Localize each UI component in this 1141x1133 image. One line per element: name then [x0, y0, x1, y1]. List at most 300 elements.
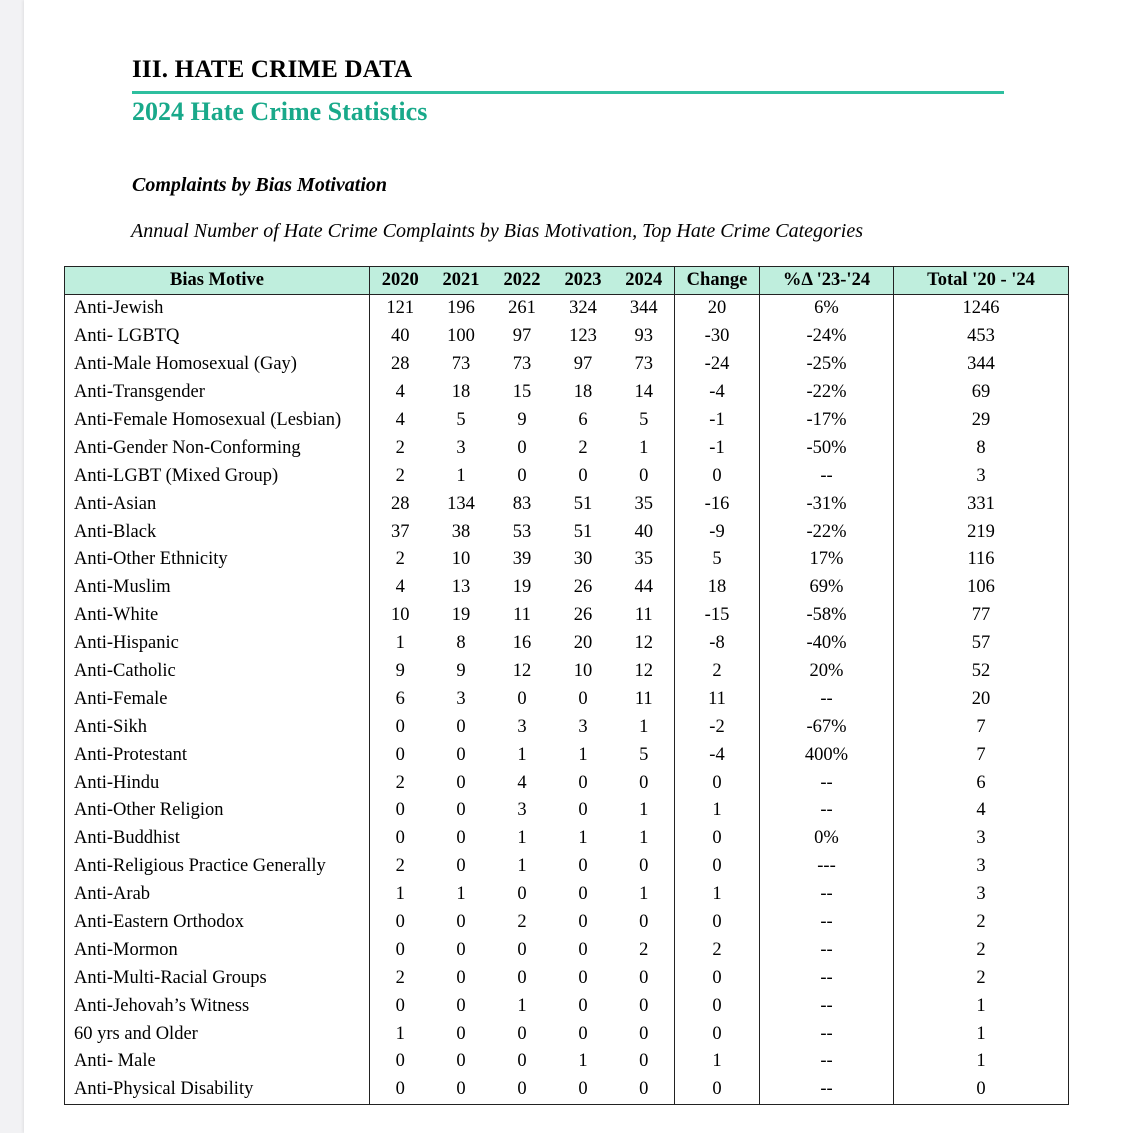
total-cell: 1	[894, 1048, 1069, 1076]
value-2022-cell: 15	[512, 382, 532, 403]
pct-change-cell: -40%	[760, 630, 894, 658]
value-2020-cell: 2	[395, 465, 405, 486]
col-header-2023: 2023	[553, 267, 614, 295]
value-2023-cell: 1	[578, 1051, 588, 1072]
total-cell: 1246	[894, 295, 1069, 323]
value-2023-cell: 0	[578, 884, 588, 905]
value-2021-cell: 0	[431, 1076, 492, 1104]
change-cell: -4	[675, 741, 760, 769]
total-cell: 8	[894, 434, 1069, 462]
value-2021-cell: 0	[456, 1023, 466, 1044]
value-2023-cell: 51	[573, 493, 593, 514]
bias-motive-cell: Anti-Mormon	[65, 936, 370, 964]
bias-motive-cell: Anti-Jewish	[65, 295, 370, 323]
pct-change-cell: --	[760, 1020, 894, 1048]
value-2023-cell: 2	[578, 437, 588, 458]
pct-change-cell: --	[760, 1076, 894, 1104]
value-2020-cell: 1	[395, 633, 405, 654]
value-2021-cell: 0	[456, 967, 466, 988]
total-cell: 52	[894, 658, 1069, 686]
table-header-row	[65, 267, 1069, 295]
bias-motive-cell: Anti-Religious Practice Generally	[65, 853, 370, 881]
total-cell: 453	[894, 323, 1069, 351]
value-2020-cell: 4	[395, 382, 405, 403]
table-row	[65, 909, 1069, 937]
bias-motive-cell: Anti-Muslim	[65, 574, 370, 602]
value-2022-cell: 3	[517, 716, 527, 737]
value-2024-cell: 1	[639, 828, 649, 849]
change-cell: 0	[675, 853, 760, 881]
pct-change-cell: --	[760, 964, 894, 992]
pct-change-cell: -22%	[760, 379, 894, 407]
col-header-pct-change: %Δ '23-'24	[760, 267, 894, 295]
value-2024-cell: 44	[634, 577, 653, 598]
value-2023-cell: 0	[578, 995, 588, 1016]
total-cell: 106	[894, 574, 1069, 602]
value-2023-cell: 26	[573, 605, 593, 626]
bias-motive-cell: Anti-Buddhist	[65, 825, 370, 853]
pct-change-cell: 6%	[760, 295, 894, 323]
value-2020-cell: 0	[370, 1076, 431, 1104]
table-row	[65, 741, 1069, 769]
table-row	[65, 825, 1069, 853]
value-2021-cell: 0	[456, 1051, 466, 1072]
change-cell: 0	[675, 964, 760, 992]
pct-change-cell: 69%	[760, 574, 894, 602]
change-cell: -16	[675, 490, 760, 518]
pct-change-cell: -58%	[760, 602, 894, 630]
value-2020-cell: 6	[395, 688, 405, 709]
value-2024-cell: 5	[639, 744, 649, 765]
value-2024-cell: 35	[634, 549, 653, 570]
bias-motive-cell: Anti-Male Homosexual (Gay)	[65, 351, 370, 379]
value-2021-cell: 8	[456, 633, 466, 654]
table-caption: Annual Number of Hate Crime Complaints by Bias Motivation, Top Hate Crime Categories	[131, 220, 864, 242]
table-row	[65, 434, 1069, 462]
value-2020-cell: 10	[391, 605, 410, 626]
value-2020-cell: 37	[391, 521, 410, 542]
table-row	[65, 881, 1069, 909]
value-2020-cell: 28	[391, 354, 410, 375]
value-2022-cell: 53	[512, 521, 532, 542]
value-2024-cell: 1	[639, 884, 649, 905]
value-2024-cell: 0	[639, 772, 649, 793]
value-2021-cell: 0	[456, 744, 466, 765]
change-cell: -2	[675, 713, 760, 741]
value-2021-cell: 0	[456, 800, 466, 821]
pct-change-cell: -24%	[760, 323, 894, 351]
value-2024-cell: 0	[639, 1051, 649, 1072]
total-cell: 1	[894, 992, 1069, 1020]
bias-motive-cell: Anti-Catholic	[65, 658, 370, 686]
table-row	[65, 407, 1069, 435]
value-2023-cell: 6	[578, 410, 588, 430]
total-cell: 29	[894, 407, 1069, 435]
value-2021-cell: 0	[456, 995, 466, 1016]
value-2020-cell: 0	[395, 939, 405, 960]
value-2022-cell: 2	[517, 912, 527, 933]
col-header-bias-motive: Bias Motive	[65, 267, 370, 295]
value-2024-cell: 0	[614, 1076, 675, 1104]
total-cell: 57	[894, 630, 1069, 658]
pct-change-cell: ---	[760, 853, 894, 881]
value-2021-cell: 10	[451, 549, 471, 570]
bias-motive-cell: Anti- Male	[65, 1048, 370, 1076]
value-2022-cell: 11	[513, 605, 531, 626]
bias-motive-cell: Anti-Hindu	[65, 769, 370, 797]
value-2022-cell: 19	[512, 577, 532, 598]
value-2021-cell: 196	[447, 298, 475, 319]
change-cell: -8	[675, 630, 760, 658]
value-2020-cell: 2	[395, 967, 405, 988]
pct-change-cell: 20%	[760, 658, 894, 686]
value-2022-cell: 0	[517, 967, 527, 988]
value-2023-cell: 0	[578, 856, 588, 877]
value-2023-cell: 0	[578, 772, 588, 793]
total-cell: 3	[894, 462, 1069, 490]
value-2021-cell: 134	[447, 493, 475, 514]
value-2024-cell: 344	[629, 298, 658, 319]
value-2023-cell: 30	[573, 549, 593, 570]
value-2020-cell: 2	[395, 856, 405, 877]
value-2023-cell: 0	[578, 967, 588, 988]
section-title: III. HATE CRIME DATA	[132, 56, 413, 83]
total-cell: 3	[894, 853, 1069, 881]
value-2024-cell: 2	[639, 939, 649, 960]
value-2020-cell: 4	[395, 577, 405, 598]
change-cell: 0	[675, 992, 760, 1020]
total-cell: 69	[894, 379, 1069, 407]
value-2022-cell: 83	[512, 493, 532, 514]
bias-motive-cell: Anti-Eastern Orthodox	[65, 909, 370, 937]
total-cell: 344	[894, 351, 1069, 379]
total-cell: 2	[894, 909, 1069, 937]
total-cell: 116	[894, 546, 1069, 574]
value-2020-cell: 28	[391, 493, 410, 514]
bias-motive-cell: Anti-Multi-Racial Groups	[65, 964, 370, 992]
value-2021-cell: 3	[456, 688, 466, 709]
value-2023-cell: 26	[573, 577, 593, 598]
table-row	[65, 713, 1069, 741]
bias-motive-cell: Anti-Asian	[65, 490, 370, 518]
table-row	[65, 853, 1069, 881]
value-2020-cell: 9	[395, 661, 405, 682]
value-2021-cell: 0	[456, 912, 466, 933]
value-2023-cell: 0	[553, 1076, 614, 1104]
value-2023-cell: 51	[573, 521, 593, 542]
change-cell: 0	[675, 1076, 760, 1104]
value-2024-cell: 11	[634, 688, 653, 709]
table-row	[65, 490, 1069, 518]
change-cell: 5	[675, 546, 760, 574]
value-2022-cell: 0	[517, 884, 527, 905]
pct-change-cell: -50%	[760, 434, 894, 462]
table-row	[65, 658, 1069, 686]
bias-motive-cell: Anti-Physical Disability	[65, 1076, 370, 1104]
change-cell: -4	[675, 379, 760, 407]
bias-motive-cell: Anti-Female Homosexual (Lesbian)	[65, 407, 370, 435]
table-row	[65, 992, 1069, 1020]
value-2023-cell: 18	[573, 382, 593, 403]
value-2024-cell: 5	[639, 410, 649, 430]
value-2024-cell: 1	[639, 437, 649, 458]
hate-crime-table	[64, 266, 1069, 1105]
table-row	[65, 1020, 1069, 1048]
bias-motive-cell: Anti-Jehovah’s Witness	[65, 992, 370, 1020]
total-cell: 3	[894, 825, 1069, 853]
pct-change-cell: --	[760, 992, 894, 1020]
pct-change-cell: --	[760, 936, 894, 964]
value-2020-cell: 0	[395, 744, 405, 765]
bias-motive-cell: Anti-Other Ethnicity	[65, 546, 370, 574]
value-2024-cell: 1	[639, 800, 649, 821]
value-2021-cell: 38	[451, 521, 471, 542]
pct-change-cell: --	[760, 462, 894, 490]
change-cell: -1	[675, 434, 760, 462]
value-2021-cell: 0	[456, 772, 466, 793]
value-2022-cell: 1	[517, 995, 527, 1016]
value-2024-cell: 0	[639, 856, 649, 877]
table-row	[65, 295, 1069, 323]
total-cell: 20	[894, 685, 1069, 713]
change-cell: 2	[675, 658, 760, 686]
value-2024-cell: 12	[634, 633, 653, 654]
value-2020-cell: 0	[395, 995, 405, 1016]
total-cell: 2	[894, 964, 1069, 992]
value-2022-cell: 0	[517, 465, 527, 486]
page-subtitle: 2024 Hate Crime Statistics	[132, 97, 428, 126]
value-2021-cell: 0	[456, 828, 466, 849]
value-2020-cell: 1	[395, 1023, 405, 1044]
value-2020-cell: 2	[395, 437, 405, 458]
table-body	[65, 295, 1069, 1105]
value-2024-cell: 0	[639, 967, 649, 988]
value-2020-cell: 121	[386, 298, 415, 319]
value-2023-cell: 0	[578, 912, 588, 933]
value-2022-cell: 261	[508, 298, 536, 319]
change-cell: 11	[675, 685, 760, 713]
value-2022-cell: 0	[517, 939, 527, 960]
value-2022-cell: 0	[492, 1076, 553, 1104]
value-2023-cell: 123	[569, 326, 597, 347]
change-cell: -9	[675, 518, 760, 546]
title-rule	[132, 91, 1004, 94]
value-2020-cell: 0	[395, 828, 405, 849]
value-2024-cell: 40	[634, 521, 653, 542]
value-2021-cell: 9	[456, 661, 466, 682]
value-2023-cell: 1	[578, 828, 588, 849]
bias-motive-cell: Anti-Transgender	[65, 379, 370, 407]
bias-motive-cell: Anti-Arab	[65, 881, 370, 909]
value-2020-cell: 40	[391, 326, 410, 347]
pct-change-cell: --	[760, 909, 894, 937]
table-row	[65, 323, 1069, 351]
value-2021-cell: 5	[456, 410, 466, 430]
table-subheading: Complaints by Bias Motivation	[132, 174, 388, 196]
col-header-2021: 2021	[431, 267, 492, 295]
value-2023-cell: 97	[573, 354, 593, 375]
change-cell: 0	[675, 769, 760, 797]
change-cell: 20	[675, 295, 760, 323]
pct-change-cell: -22%	[760, 518, 894, 546]
value-2024-cell: 12	[634, 661, 653, 682]
value-2024-cell: 11	[634, 605, 653, 626]
table-row	[65, 936, 1069, 964]
value-2024-cell: 73	[634, 354, 653, 375]
col-header-total: Total '20 - '24	[894, 267, 1069, 295]
value-2021-cell: 0	[456, 716, 466, 737]
value-2024-cell: 35	[634, 493, 653, 514]
pct-change-cell: --	[760, 797, 894, 825]
table-row	[65, 574, 1069, 602]
bias-motive-cell: Anti- LGBTQ	[65, 323, 370, 351]
table-row	[65, 379, 1069, 407]
value-2022-cell: 0	[517, 437, 527, 458]
bias-motive-cell: Anti-Other Religion	[65, 797, 370, 825]
value-2024-cell: 0	[639, 1023, 649, 1044]
value-2022-cell: 0	[517, 1023, 527, 1044]
value-2022-cell: 1	[517, 828, 527, 849]
total-cell: 219	[894, 518, 1069, 546]
total-cell: 2	[894, 936, 1069, 964]
value-2020-cell: 0	[395, 800, 405, 821]
total-cell: 3	[894, 881, 1069, 909]
value-2022-cell: 73	[512, 354, 532, 375]
pct-change-cell: --	[760, 881, 894, 909]
bias-motive-cell: Anti-Hispanic	[65, 630, 370, 658]
value-2020-cell: 4	[395, 410, 405, 430]
bias-motive-cell: Anti-Gender Non-Conforming	[65, 434, 370, 462]
pct-change-cell: -67%	[760, 713, 894, 741]
change-cell: 18	[675, 574, 760, 602]
value-2022-cell: 0	[517, 688, 527, 709]
total-cell: 7	[894, 741, 1069, 769]
change-cell: 0	[675, 909, 760, 937]
col-header-2022: 2022	[492, 267, 553, 295]
value-2023-cell: 0	[578, 688, 588, 709]
value-2021-cell: 0	[456, 856, 466, 877]
change-cell: 1	[675, 1048, 760, 1076]
value-2021-cell: 1	[456, 884, 466, 905]
value-2021-cell: 100	[447, 326, 475, 347]
value-2023-cell: 20	[573, 633, 593, 654]
value-2024-cell: 1	[639, 716, 649, 737]
value-2022-cell: 12	[512, 661, 532, 682]
total-cell: 6	[894, 769, 1069, 797]
value-2022-cell: 9	[517, 410, 527, 430]
value-2023-cell: 324	[569, 298, 597, 319]
table-row	[65, 630, 1069, 658]
value-2024-cell: 0	[639, 912, 649, 933]
value-2023-cell: 10	[573, 661, 593, 682]
value-2020-cell: 0	[395, 716, 405, 737]
bias-motive-cell: 60 yrs and Older	[65, 1020, 370, 1048]
value-2024-cell: 14	[634, 382, 653, 403]
value-2020-cell: 0	[395, 1051, 405, 1072]
value-2023-cell: 1	[578, 744, 588, 765]
bias-motive-cell: Anti-Sikh	[65, 713, 370, 741]
value-2023-cell: 0	[578, 1023, 588, 1044]
value-2022-cell: 16	[512, 633, 532, 654]
table-row	[65, 1076, 1069, 1104]
pct-change-cell: -17%	[760, 407, 894, 435]
change-cell: -1	[675, 407, 760, 435]
value-2021-cell: 19	[451, 605, 471, 626]
change-cell: 0	[675, 1020, 760, 1048]
col-header-2024: 2024	[614, 267, 675, 295]
change-cell: -30	[675, 323, 760, 351]
pct-change-cell: --	[760, 769, 894, 797]
change-cell: 1	[675, 881, 760, 909]
bias-motive-cell: Anti-Protestant	[65, 741, 370, 769]
total-cell: 7	[894, 713, 1069, 741]
pct-change-cell: -25%	[760, 351, 894, 379]
value-2021-cell: 13	[451, 577, 471, 598]
pct-change-cell: --	[760, 1048, 894, 1076]
total-cell: 0	[894, 1076, 1069, 1104]
pct-change-cell: 17%	[760, 546, 894, 574]
table-row	[65, 546, 1069, 574]
value-2020-cell: 1	[395, 884, 405, 905]
value-2023-cell: 0	[578, 939, 588, 960]
bias-motive-cell: Anti-Female	[65, 685, 370, 713]
value-2022-cell: 3	[517, 800, 527, 821]
value-2022-cell: 4	[517, 772, 527, 793]
table-row	[65, 769, 1069, 797]
value-2020-cell: 2	[395, 772, 405, 793]
table-row	[65, 964, 1069, 992]
total-cell: 4	[894, 797, 1069, 825]
bias-motive-cell: Anti-White	[65, 602, 370, 630]
change-cell: -24	[675, 351, 760, 379]
value-2024-cell: 0	[639, 995, 649, 1016]
pct-change-cell: 0%	[760, 825, 894, 853]
table-row	[65, 685, 1069, 713]
value-2021-cell: 73	[451, 354, 471, 375]
value-2023-cell: 0	[578, 465, 588, 486]
change-cell: 2	[675, 936, 760, 964]
table-row	[65, 602, 1069, 630]
value-2023-cell: 0	[578, 800, 588, 821]
value-2021-cell: 18	[451, 382, 471, 403]
value-2024-cell: 0	[639, 465, 649, 486]
bias-motive-cell: Anti-LGBT (Mixed Group)	[65, 462, 370, 490]
value-2020-cell: 2	[395, 549, 405, 570]
table-row	[65, 1048, 1069, 1076]
pct-change-cell: --	[760, 685, 894, 713]
value-2024-cell: 93	[634, 326, 653, 347]
value-2022-cell: 0	[517, 1051, 527, 1072]
change-cell: 0	[675, 462, 760, 490]
value-2021-cell: 0	[456, 939, 466, 960]
value-2021-cell: 1	[456, 465, 466, 486]
total-cell: 1	[894, 1020, 1069, 1048]
pct-change-cell: -31%	[760, 490, 894, 518]
total-cell: 331	[894, 490, 1069, 518]
value-2023-cell: 3	[578, 716, 588, 737]
bias-motive-cell: Anti-Black	[65, 518, 370, 546]
change-cell: 1	[675, 797, 760, 825]
table-row	[65, 462, 1069, 490]
value-2022-cell: 97	[512, 326, 532, 347]
table-row	[65, 351, 1069, 379]
total-cell: 77	[894, 602, 1069, 630]
value-2022-cell: 39	[512, 549, 532, 570]
table-row	[65, 797, 1069, 825]
value-2020-cell: 0	[395, 912, 405, 933]
table-row	[65, 518, 1069, 546]
change-cell: 0	[675, 825, 760, 853]
